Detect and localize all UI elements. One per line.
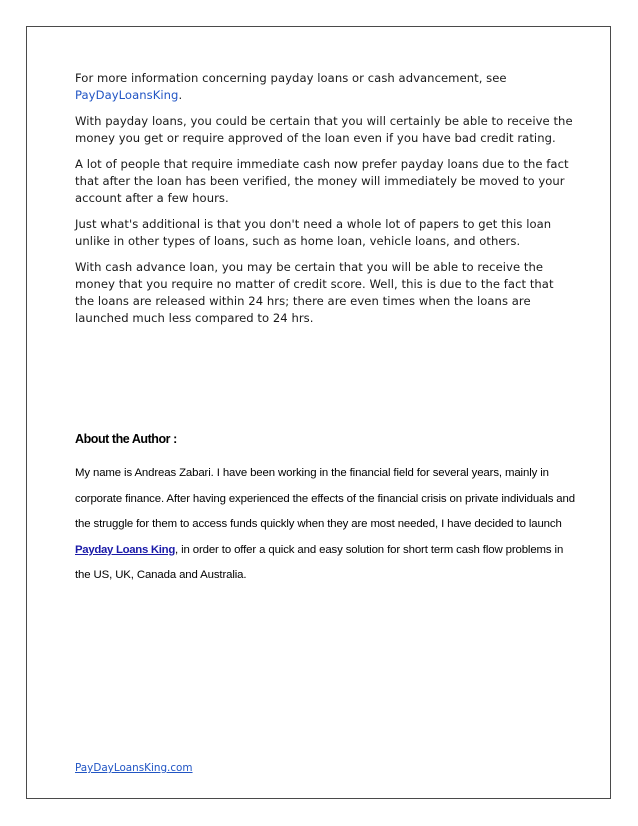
author-bio — [75, 461, 575, 589]
paragraph-2: A lot of people that require immediate cash now prefer payday loans due to the fact that after the loan has been verified, the money will immediately be moved to your account after a few hours. — [75, 157, 569, 205]
intro-link[interactable]: PayDayLoansKing — [75, 88, 179, 102]
paragraph-4: With cash advance loan, you may be certain that you will be able to receive the money that you require no matter of credit score. Well, this is due to the fact that the loans are released within 24 hrs; there are even times when the loans are launched much less compared to 24 hrs. — [75, 260, 554, 325]
paragraph-3: Just what's additional is that you don't need a whole lot of papers to get this loan unlike in other types of loans, such as home loan, vehicle loans, and others. — [75, 217, 552, 248]
author-site-link[interactable]: Payday Loans King — [75, 543, 175, 556]
intro-text: For more information concerning payday loans or cash advancement, see — [75, 71, 507, 85]
footer-link[interactable]: PayDayLoansKing.com — [75, 762, 193, 774]
author-bio-text-after: , in order to offer a quick and easy solution for short term cash flow problems in the US, UK, Canada and Australia. — [75, 543, 564, 582]
intro-paragraph — [75, 70, 575, 104]
article-content — [75, 70, 575, 336]
intro-link-suffix: . — [178, 88, 183, 102]
author-heading: About the Author : — [75, 432, 177, 446]
author-section — [75, 431, 575, 589]
paragraph-1: With payday loans, you could be certain that you will certainly be able to receive the money you get or require approved of the loan even if you have bad credit rating. — [75, 114, 573, 145]
author-bio-text-before: My name is Andreas Zabari. I have been working in the financial field for several years, mainly in corporate finance. After having experienced the effects of the financial crisis on private individuals and the struggle for them to access funds quickly when they are most needed, I have decided to launch — [75, 467, 575, 531]
